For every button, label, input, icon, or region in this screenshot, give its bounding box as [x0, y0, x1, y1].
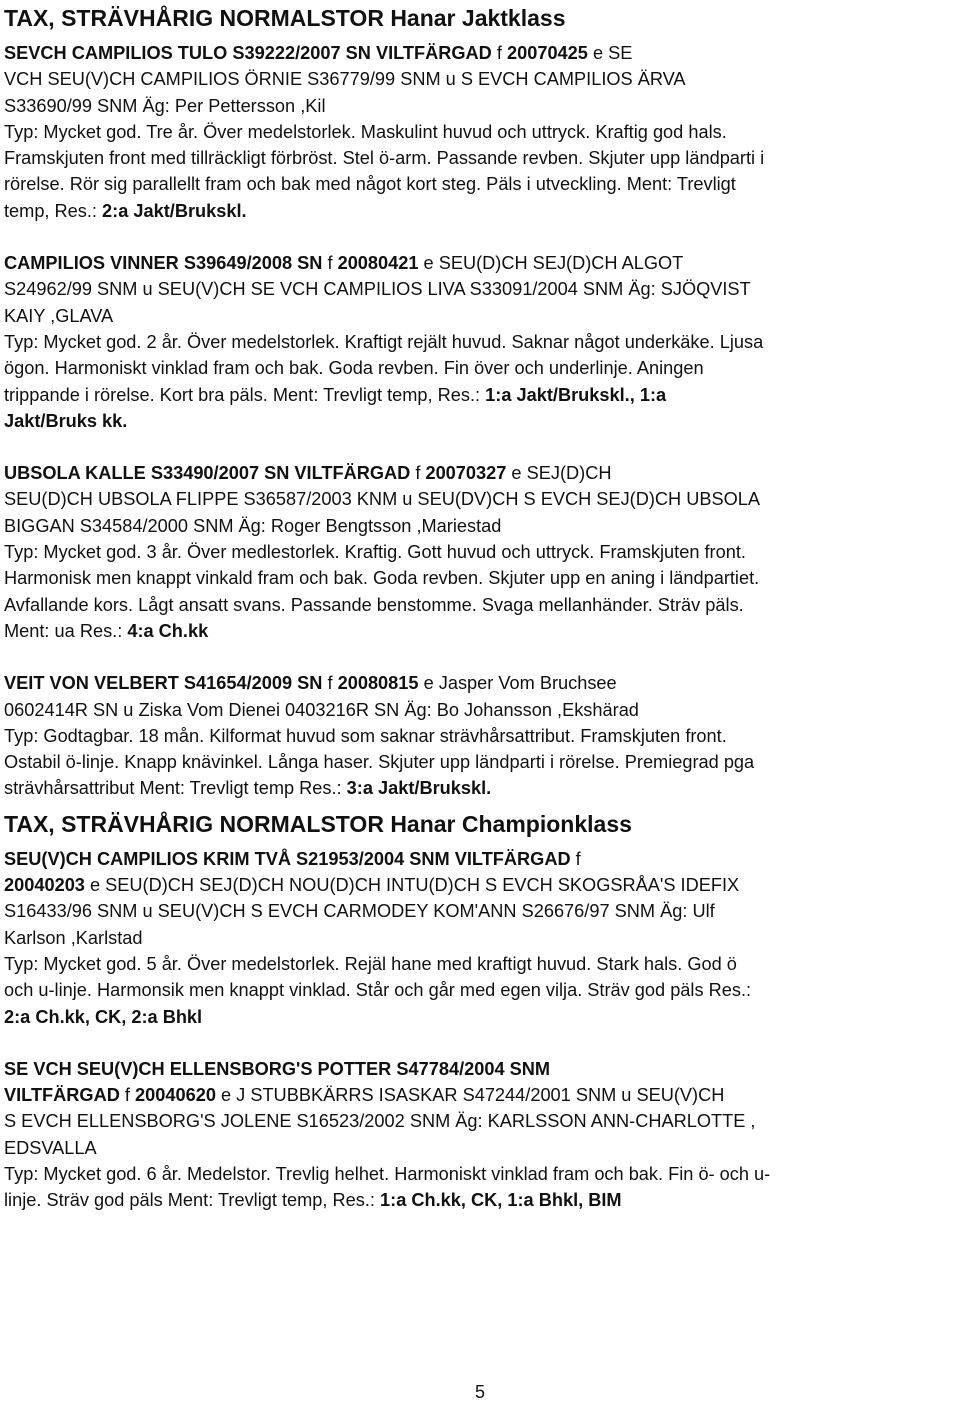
entry-line — [4, 1056, 956, 1082]
entry-text: strävhårsattribut Ment: Trevligt temp Res.: — [4, 778, 347, 799]
bold-text: 1:a Ch.kk, CK, 1:a Bhkl, BIM — [380, 1190, 622, 1211]
bold-text: 20040620 — [135, 1085, 216, 1106]
section-title: TAX, STRÄVHÅRIG NORMALSTOR Hanar Jaktklass — [4, 5, 566, 31]
entry-line — [4, 1004, 956, 1030]
entry-text: S16433/96 SNM u SEU(V)CH S EVCH CARMODEY KOM'ANN S26676/97 SNM Äg: Ulf — [4, 901, 715, 922]
bold-text: 20070425 — [506, 43, 588, 63]
entry-text: f — [570, 848, 581, 869]
entry-text: Ment: ua Res.: — [4, 620, 128, 641]
section-title: TAX, STRÄVHÅRIG NORMALSTOR Hanar Championklass — [4, 810, 632, 837]
entry-text: linje. Sträv god päls Ment: Trevligt temp, Res.: — [4, 1190, 381, 1211]
entry-text: f — [322, 673, 338, 694]
entry-line — [4, 329, 956, 355]
entry-text: e SEJ(D)CH — [506, 463, 612, 484]
entry-line — [4, 1187, 956, 1213]
entry-line — [4, 198, 956, 224]
entry-line — [4, 723, 956, 749]
entry-text: Typ: Mycket god. Tre år. Över medelstorlek. Maskulint huvud och uttryck. Kraftig god hals. — [4, 121, 727, 142]
dog-entry — [4, 40, 956, 224]
dog-entry — [4, 1056, 956, 1214]
entry-line — [4, 171, 956, 197]
entry-text: Typ: Mycket god. 2 år. Över medelstorlek. Kraftigt rejält huvud. Saknar något underkäke. Ljusa — [4, 331, 764, 352]
entry-line — [4, 670, 956, 696]
entry-line — [4, 898, 956, 924]
entry-text: KAIY ,GLAVA — [4, 305, 114, 326]
bold-text: VILTFÄRGAD — [4, 1085, 120, 1106]
entry-line — [4, 66, 956, 92]
entry-line — [4, 1135, 956, 1161]
document-page — [4, 4, 956, 1214]
entry-text: Framskjuten front med tillräckligt förbröst. Stel ö-arm. Passande revben. Skjuter upp ländparti i — [4, 148, 765, 169]
entry-text: EDSVALLA — [4, 1137, 97, 1158]
bold-text: 3:a Jakt/Brukskl. — [346, 778, 492, 799]
entry-line — [4, 749, 956, 775]
entry-text: rörelse. Rör sig parallellt fram och bak med något kort steg. Päls i utveckling. Ment: Trevligt — [4, 174, 736, 195]
dog-entry — [4, 846, 956, 1030]
entry-line — [4, 951, 956, 977]
entry-text: Typ: Mycket god. 3 år. Över medlestorlek. Kraftig. Gott huvud och uttryck. Framskjuten front. — [4, 542, 746, 563]
entry-line — [4, 513, 956, 539]
entry-text: och u-linje. Harmonsik men knappt vinklad. Står och går med egen vilja. Sträv god päls Res.: — [4, 980, 752, 1001]
bold-text: 20080421 — [337, 253, 419, 274]
entry-text: Typ: Mycket god. 5 år. Över medelstorlek. Rejäl hane med kraftigt huvud. Stark hals. God ö — [4, 953, 737, 974]
entry-text: e J STUBBKÄRRS ISASKAR S47244/2001 SNM u SEU(V)CH — [215, 1085, 725, 1106]
entry-text: e Jasper Vom Bruchsee — [418, 673, 617, 694]
entry-line — [4, 697, 956, 723]
entry-text: Typ: Mycket god. 6 år. Medelstor. Trevlig helhet. Harmoniskt vinklad fram och bak. Fin ö- och u- — [4, 1163, 771, 1184]
bold-text: CAMPILIOS VINNER S39649/2008 SN — [4, 253, 323, 274]
entry-text: trippande i rörelse. Kort bra päls. Ment: Trevligt temp, Res.: — [4, 384, 486, 405]
entry-text: Avfallande kors. Lågt ansatt svans. Passande benstomme. Svaga mellanhänder. Sträv päls. — [4, 594, 744, 615]
entry-line — [4, 846, 956, 872]
bold-text: 1:a Jakt/Brukskl., 1:a — [485, 384, 667, 405]
entry-text: Ostabil ö-linje. Knapp knävinkel. Långa haser. Skjuter upp ländparti i rörelse. Premiegrad pga — [4, 752, 755, 773]
entry-line — [4, 303, 956, 329]
dog-entry — [4, 250, 956, 434]
entry-line — [4, 1108, 956, 1134]
entry-text: Typ: Godtagbar. 18 mån. Kilformat huvud som saknar strävhårsattribut. Framskjuten front. — [4, 725, 727, 746]
entry-text: S33690/99 SNM Äg: Per Pettersson ,Kil — [4, 95, 326, 116]
entry-line — [4, 618, 956, 644]
entry-text: f — [491, 43, 507, 63]
entry-line — [4, 539, 956, 565]
bold-text: 20080815 — [337, 673, 419, 694]
entry-text: f — [322, 253, 338, 274]
entry-text: Karlson ,Karlstad — [4, 927, 143, 948]
bold-text: 4:a Ch.kk — [127, 620, 209, 641]
bold-text: Jakt/Bruks kk. — [4, 410, 128, 431]
entry-text: VCH SEU(V)CH CAMPILIOS ÖRNIE S36779/99 SNM u S EVCH CAMPILIOS ÄRVA — [4, 69, 686, 90]
bold-text: SE VCH SEU(V)CH ELLENSBORG'S POTTER S47784/2004 SNM — [4, 1058, 551, 1079]
bold-text: 20070327 — [425, 463, 507, 484]
entry-line — [4, 355, 956, 381]
entry-text: Harmonisk men knappt vinkald fram och bak. Goda revben. Skjuter upp en aning i ländpartiet. — [4, 568, 760, 589]
entry-line — [4, 486, 956, 512]
entry-line — [4, 276, 956, 302]
entry-text: f — [119, 1085, 136, 1106]
dog-entry — [4, 670, 956, 801]
entry-line — [4, 1082, 956, 1108]
dog-entry — [4, 460, 956, 644]
entry-line — [4, 775, 956, 801]
entry-line — [4, 93, 956, 119]
bold-text: UBSOLA KALLE S33490/2007 SN VILTFÄRGAD — [4, 463, 411, 484]
entry-line — [4, 1161, 956, 1187]
entry-text: temp, Res.: — [4, 200, 103, 221]
entry-line — [4, 977, 956, 1003]
entry-text: e SE — [587, 43, 633, 63]
entry-text: f — [410, 463, 426, 484]
entry-line — [4, 925, 956, 951]
entry-line — [4, 145, 956, 171]
entry-text: e SEU(D)CH SEJ(D)CH NOU(D)CH INTU(D)CH S EVCH SKOGSRÅA'S IDEFIX — [84, 875, 740, 896]
entry-line — [4, 408, 956, 434]
entry-line — [4, 382, 956, 408]
entry-text: ögon. Harmoniskt vinklad fram och bak. Goda revben. Fin över och underlinje. Aningen — [4, 358, 704, 379]
entry-text: SEU(D)CH UBSOLA FLIPPE S36587/2003 KNM u SEU(DV)CH S EVCH SEJ(D)CH UBSOLA — [4, 489, 761, 510]
entry-line — [4, 592, 956, 618]
bold-text: SEU(V)CH CAMPILIOS KRIM TVÅ S21953/2004 SNM VILTFÄRGAD — [4, 848, 571, 869]
entry-text: e SEU(D)CH SEJ(D)CH ALGOT — [418, 253, 684, 274]
bold-text: 2:a Ch.kk, CK, 2:a Bhkl — [4, 1006, 203, 1027]
bold-text: SEVCH CAMPILIOS TULO S39222/2007 SN VILTFÄRGAD — [4, 43, 492, 63]
page-number: 5 — [474, 1382, 485, 1402]
bold-text: 20040203 — [4, 875, 85, 896]
bold-text: 2:a Jakt/Brukskl. — [102, 200, 247, 221]
entry-text: 0602414R SN u Ziska Vom Dienei 0403216R SN Äg: Bo Johansson ,Ekshärad — [4, 699, 639, 720]
entry-line — [4, 250, 956, 276]
entry-text: S24962/99 SNM u SEU(V)CH SE VCH CAMPILIOS LIVA S33091/2004 SNM Äg: SJÖQVIST — [4, 279, 751, 300]
entry-text: BIGGAN S34584/2000 SNM Äg: Roger Bengtsson ,Mariestad — [4, 515, 502, 536]
entry-text: S EVCH ELLENSBORG'S JOLENE S16523/2002 SNM Äg: KARLSSON ANN-CHARLOTTE , — [4, 1111, 756, 1132]
entry-line — [4, 460, 956, 486]
entry-line — [4, 565, 956, 591]
entry-line — [4, 119, 956, 145]
bold-text: VEIT VON VELBERT S41654/2009 SN — [4, 673, 323, 694]
entry-line — [4, 872, 956, 898]
entry-line — [4, 40, 956, 66]
